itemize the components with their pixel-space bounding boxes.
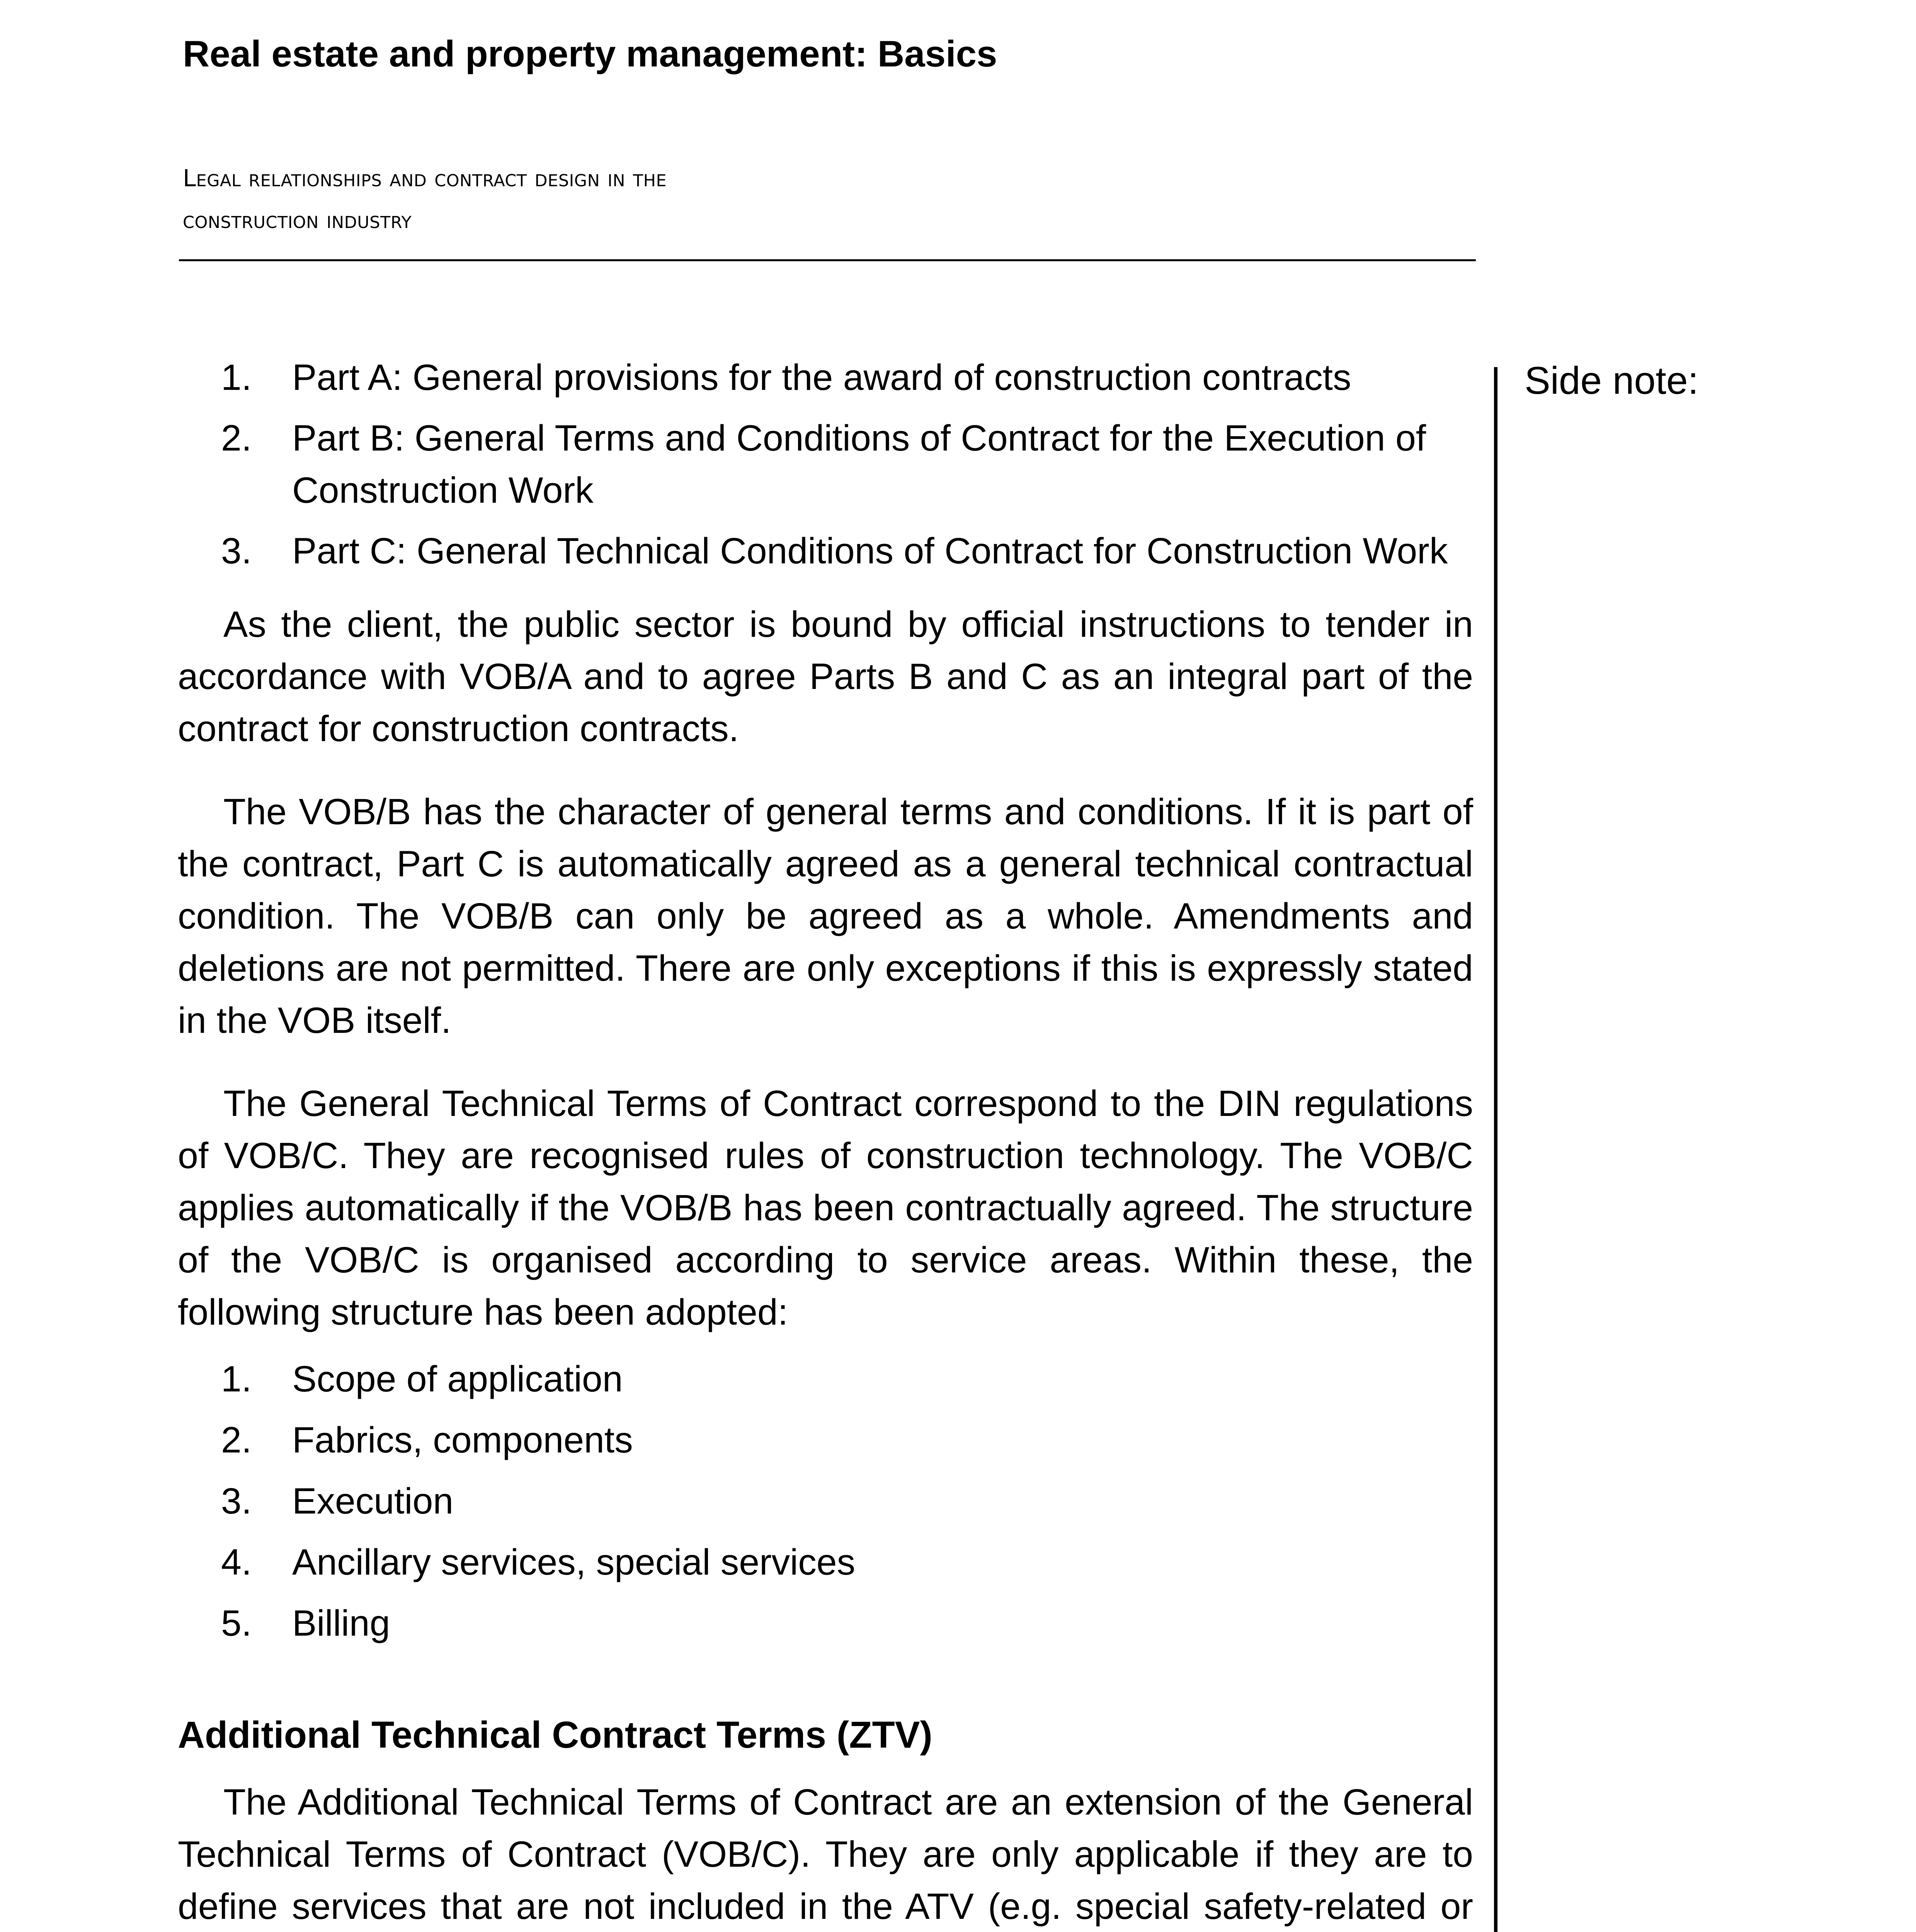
chapter-heading-line-2: construction industry [183,206,412,234]
list-number: 5. [221,1603,252,1644]
side-note-label: Side note: [1525,359,1699,402]
list-number: 1. [221,357,252,398]
list-item-text: Part B: General Terms and Conditions of Contract for the Execution of Construction Work [292,418,1426,511]
paragraph-ztv: The Additional Technical Terms of Contract are an extension of the General Technical Terms of Contract (VOB/C). They are only applicable if they are to define services that are not included in the ATV (e.g. special safety-related or [178,1782,1473,1927]
list-number: 1. [221,1359,252,1400]
side-note-divider [1494,367,1497,1932]
paragraph-public-sector: As the client, the public sector is bound by official instructions to tender in accordance with VOB/A and to agree Parts B and C as an integral part of the contract for construction contracts. [178,604,1473,749]
list-item [178,1597,1473,1650]
list-item-text: Part A: General provisions for the award of construction contracts [292,357,1351,398]
list-item-text: Billing [292,1603,390,1644]
list-item [178,352,1473,404]
list-item [178,525,1473,577]
list-number: 2. [221,418,252,459]
header-divider [179,259,1476,261]
main-content [178,352,1473,1932]
list-item-text: Fabrics, components [292,1420,633,1461]
list-number: 2. [221,1420,252,1461]
list-item [178,1414,1473,1466]
list-item [178,412,1473,517]
section-heading-ztv: Additional Technical Contract Terms (ZTV) [178,1714,932,1756]
vob-c-structure-list [178,1353,1473,1650]
page-header-title: Real estate and property management: Basics [183,33,997,75]
paragraph-vob-c: The General Technical Terms of Contract correspond to the DIN regulations of VOB/C. They are recognised rules of construction technology. The VOB/C applies automatically if the VOB/B has been contractually agreed. The structure of the VOB/C is organised according to service areas. Within these, the following structure has been adopted: [178,1083,1473,1333]
list-number: 3. [221,531,252,571]
list-number: 4. [221,1542,252,1583]
chapter-heading [183,158,1497,241]
chapter-heading-line-1: Legal relationships and contract design in the [183,165,667,192]
vob-parts-list [178,352,1473,577]
list-item-text: Execution [292,1481,454,1522]
list-item-text: Part C: General Technical Conditions of Contract for Construction Work [292,531,1448,571]
list-item [178,1475,1473,1527]
list-item [178,1353,1473,1405]
list-item-text: Scope of application [292,1359,623,1400]
list-number: 3. [221,1481,252,1522]
paragraph-vob-b: The VOB/B has the character of general terms and conditions. If it is part of the contract, Part C is automatically agreed as a general technical contractual condition. The VOB/B can only be agreed as a whole. Amendments and deletions are not permitted. There are only exceptions if this is expressly stated in the VOB itself. [178,791,1473,1041]
list-item-text: Ancillary services, special services [292,1542,856,1583]
list-item [178,1536,1473,1588]
